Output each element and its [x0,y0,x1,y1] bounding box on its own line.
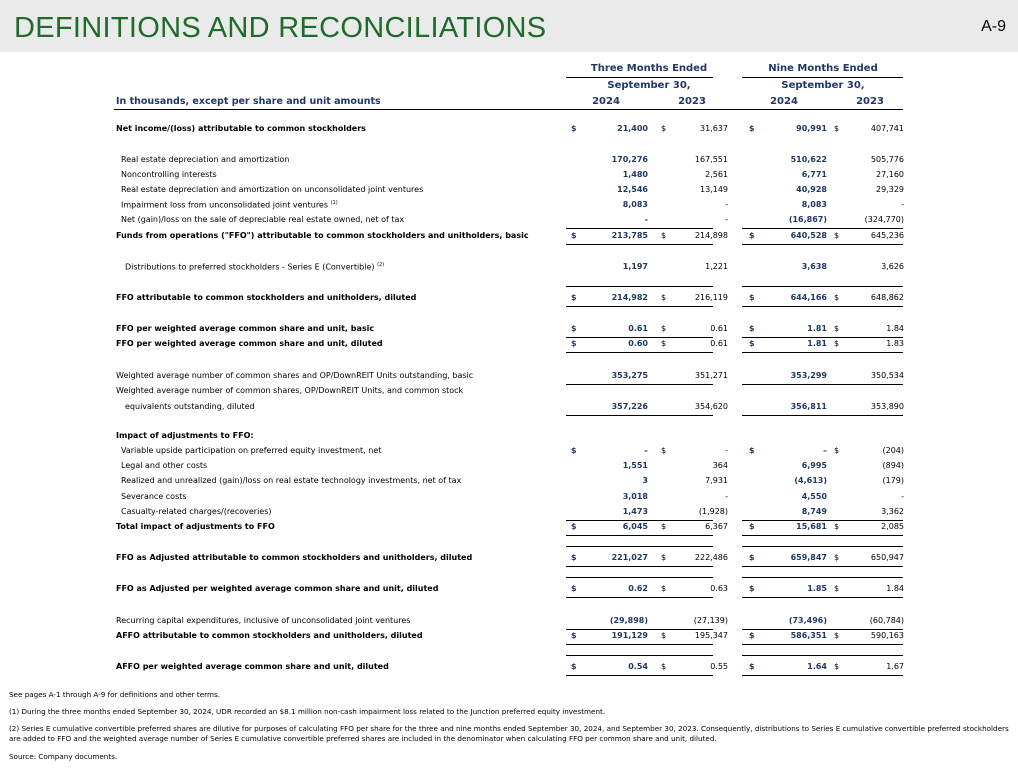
dollar-sign: $ [571,231,577,240]
value-cell: - [725,492,728,501]
subtotal-rule [566,384,713,385]
value-cell: - [644,215,648,224]
table-row [0,155,1018,167]
value-cell: 1.81 [807,339,827,348]
table-row [0,507,1018,519]
row-label-text: Distributions to preferred stockholders - Series E (Convertible) [125,262,375,272]
total-rule [566,306,713,307]
total-rule [742,535,903,536]
dollar-sign: $ [571,631,577,640]
subtotal-rule [742,655,903,656]
row-label: Casualty-related charges/(recoveries) [121,507,272,516]
value-cell: 3,626 [881,262,904,271]
value-cell: 1.81 [807,324,827,333]
subtotal-rule [566,577,713,578]
table-row [0,170,1018,182]
value-cell: 590,163 [870,631,904,640]
total-rule [742,597,903,598]
dollar-sign: $ [661,522,667,531]
value-cell: 2,561 [705,170,728,179]
value-cell: (16,867) [788,215,827,224]
total-rule [742,306,903,307]
value-cell: 1.83 [886,339,904,348]
dollar-sign: $ [834,553,840,562]
value-cell: 213,785 [611,231,648,240]
value-cell: 353,890 [870,402,904,411]
table-row [0,231,1018,243]
dollar-sign: $ [661,553,667,562]
value-cell: 1.85 [807,584,827,593]
value-cell: 4,550 [801,492,827,501]
table-row [0,371,1018,383]
subtotal-rule [742,629,903,630]
row-label: Recurring capital expenditures, inclusive of unconsolidated joint ventures [116,616,411,625]
row-label: Net income/(loss) attributable to common stockholders [116,124,366,133]
subtotal-rule [742,244,903,245]
three-months-header: Three Months Ended [590,63,708,74]
dollar-sign: $ [834,631,840,640]
row-label: Severance costs [121,492,187,501]
value-cell: 3,638 [801,262,827,271]
page-title: DEFINITIONS AND RECONCILIATIONS [14,12,547,44]
table-row [0,339,1018,351]
value-cell: 640,528 [790,231,827,240]
dollar-sign: $ [661,293,667,302]
row-label: FFO attributable to common stockholders and unitholders, diluted [116,293,417,302]
units-label: In thousands, except per share and unit amounts [116,96,381,107]
dollar-sign: $ [661,662,667,671]
nine-months-header: Nine Months Ended [768,63,878,74]
value-cell: (179) [882,476,904,485]
row-label: Real estate depreciation and amortization [121,155,290,164]
value-cell: 12,546 [617,185,648,194]
value-cell: 659,847 [790,553,827,562]
dollar-sign: $ [834,522,840,531]
value-cell: 170,276 [611,155,648,164]
page-number: A-9 [981,18,1006,35]
year-col-2: 2023 [678,96,706,107]
table-row [0,386,1018,398]
table-row [0,662,1018,674]
dollar-sign: $ [834,584,840,593]
row-label [125,262,384,272]
footnote-ref: (1) [330,200,338,206]
value-cell: 8,749 [801,507,827,516]
row-label: Variable upside participation on preferred equity investment, net [121,446,382,455]
value-cell: 356,811 [790,402,827,411]
table-row [0,446,1018,458]
row-label: FFO per weighted average common share and unit, basic [116,324,375,333]
subtotal-rule [566,228,713,229]
value-cell: 6,995 [801,461,827,470]
value-cell: 1,551 [622,461,648,470]
value-cell: 0.61 [628,324,648,333]
year-col-1: 2024 [592,96,620,107]
value-cell: 167,551 [694,155,728,164]
value-cell: 8,083 [622,200,648,209]
value-cell: 1.84 [886,324,904,333]
value-cell: 0.54 [628,662,648,671]
row-label: FFO as Adjusted per weighted average common share and unit, diluted [116,584,439,593]
value-cell: 407,741 [870,124,904,133]
row-label: AFFO attributable to common stockholders and unitholders, diluted [116,631,423,640]
value-cell: 357,226 [611,402,648,411]
dollar-sign: $ [834,662,840,671]
dollar-sign: $ [749,584,755,593]
value-cell: 2,085 [881,522,904,531]
value-cell: 216,119 [694,293,728,302]
value-cell: 6,045 [622,522,648,531]
row-label [121,200,338,210]
value-cell: (27,139) [693,616,728,625]
value-cell: 510,622 [790,155,827,164]
value-cell: 195,347 [694,631,728,640]
value-cell: 353,299 [790,371,827,380]
section-heading [0,431,1018,443]
value-cell: 15,681 [796,522,827,531]
value-cell: 0.61 [710,324,728,333]
total-rule [742,566,903,567]
dollar-sign: $ [661,631,667,640]
total-rule [566,352,713,353]
dollar-sign: $ [571,662,577,671]
subtotal-rule [566,520,713,521]
total-rule [566,644,713,645]
table-row [0,402,1018,414]
dollar-sign: $ [749,124,755,133]
table-row [0,553,1018,565]
subtotal-rule [566,629,713,630]
value-cell: 1,473 [622,507,648,516]
source-note: Source: Company documents. [9,752,118,761]
dollar-sign: $ [834,231,840,240]
value-cell: - [725,215,728,224]
dollar-sign: $ [661,584,667,593]
dollar-sign: $ [834,293,840,302]
table-row [0,262,1018,274]
subtotal-rule [742,577,903,578]
value-cell: – [823,446,827,455]
value-cell: 3,018 [622,492,648,501]
value-cell: 3 [642,476,648,485]
value-cell: - [725,446,728,455]
dollar-sign: $ [749,662,755,671]
row-label: Funds from operations ("FFO") attributable to common stockholders and unitholders, basic [116,231,529,240]
value-cell: 29,329 [876,185,904,194]
value-cell: (73,496) [788,616,827,625]
value-cell: 214,982 [611,293,648,302]
total-rule [742,675,903,676]
dollar-sign: $ [749,231,755,240]
dollar-sign: $ [749,631,755,640]
row-label: Weighted average number of common shares, OP/DownREIT Units, and common stock [116,386,464,395]
year-col-4: 2023 [856,96,884,107]
subtotal-rule [566,415,713,416]
value-cell: 350,534 [870,371,904,380]
table-row [0,492,1018,504]
dollar-sign: $ [749,446,755,455]
value-cell: 6,367 [705,522,728,531]
value-cell: 0.60 [628,339,648,348]
row-label: Impact of adjustments to FFO: [116,431,254,440]
total-rule [566,566,713,567]
value-cell: 8,083 [801,200,827,209]
year-col-3: 2024 [770,96,798,107]
dollar-sign: $ [834,446,840,455]
value-cell: (29,898) [609,616,648,625]
dollar-sign: $ [661,446,667,455]
row-label: Net (gain)/loss on the sale of depreciable real estate owned, net of tax [121,215,405,224]
footnote-definitions: See pages A-1 through A-9 for definitions and other terms. [9,690,220,699]
dollar-sign: $ [749,293,755,302]
value-cell: (204) [882,446,904,455]
value-cell: 1,480 [622,170,648,179]
dollar-sign: $ [834,339,840,348]
table-row [0,616,1018,628]
value-cell: 650,947 [870,553,904,562]
value-cell: 645,236 [870,231,904,240]
value-cell: – [644,446,648,455]
value-cell: (1,928) [698,507,728,516]
subtotal-rule [566,546,713,547]
value-cell: 214,898 [694,231,728,240]
value-cell: 0.55 [710,662,728,671]
table-row [0,584,1018,596]
subtotal-rule [566,337,713,338]
dollar-sign: $ [749,324,755,333]
header-bottom-rule [114,109,903,110]
value-cell: 586,351 [790,631,827,640]
row-label-continued: equivalents outstanding, diluted [125,402,255,411]
dollar-sign: $ [571,553,577,562]
row-label: Real estate depreciation and amortization on unconsolidated joint ventures [121,185,424,194]
dollar-sign: $ [661,124,667,133]
table-row [0,215,1018,227]
row-label: Noncontrolling interests [121,170,217,179]
value-cell: 222,486 [694,553,728,562]
value-cell: 648,862 [870,293,904,302]
total-rule [566,535,713,536]
dollar-sign: $ [749,339,755,348]
value-cell: (60,784) [869,616,904,625]
subtotal-rule [566,286,713,287]
row-label: Weighted average number of common shares and OP/DownREIT Units outstanding, basic [116,371,474,380]
value-cell: (894) [882,461,904,470]
table-row [0,293,1018,305]
dollar-sign: $ [661,231,667,240]
dollar-sign: $ [571,339,577,348]
row-label: Realized and unrealized (gain)/loss on real estate technology investments, net of tax [121,476,462,485]
value-cell: 27,160 [876,170,904,179]
subtotal-rule [742,384,903,385]
nine-months-subheader: September 30, [781,80,865,91]
value-cell: 1,221 [705,262,728,271]
value-cell: 0.62 [628,584,648,593]
dollar-sign: $ [571,293,577,302]
dollar-sign: $ [571,124,577,133]
value-cell: 351,271 [694,371,728,380]
dollar-sign: $ [571,584,577,593]
row-label: FFO as Adjusted attributable to common stockholders and unitholders, diluted [116,553,473,562]
table-row [0,200,1018,212]
subtotal-rule [742,415,903,416]
dollar-sign: $ [571,446,577,455]
value-cell: 191,129 [611,631,648,640]
total-rule [742,352,903,353]
footnote-1: (1) During the three months ended September 30, 2024, UDR recorded an $8.1 million non-cash impairment loss related to the Junction preferred equity investment. [9,707,606,716]
row-label-text: Impairment loss from unconsolidated joint ventures [121,200,329,210]
subtotal-rule [742,520,903,521]
value-cell: 0.63 [710,584,728,593]
value-cell: 0.61 [710,339,728,348]
value-cell: 21,400 [617,124,648,133]
table-row [0,185,1018,197]
dollar-sign: $ [661,324,667,333]
footnote-2: (2) Series E cumulative convertible preferred shares are dilutive for purposes of calculating FFO per share for the three and nine months ended September 30, 2024, and September 30, 2023. Consequently, distributions to Series E cumulative convertible preferred stockholders are added to FFO and the weighted average number of Series E cumulative convertible preferred shares are included in the denominator when calculating FFO per common share and unit, diluted. [9,724,1009,743]
footnote-ref: (2) [377,262,385,268]
dollar-sign: $ [834,124,840,133]
value-cell: 31,637 [700,124,728,133]
subtotal-rule [742,546,903,547]
subtotal-rule [742,286,903,287]
table-row [0,522,1018,534]
dollar-sign: $ [834,324,840,333]
value-cell: 644,166 [790,293,827,302]
subtotal-rule [742,337,903,338]
row-label: AFFO per weighted average common share and unit, diluted [116,662,389,671]
value-cell: 1,197 [622,262,648,271]
dollar-sign: $ [571,522,577,531]
row-label: FFO per weighted average common share and unit, diluted [116,339,383,348]
table-row [0,461,1018,473]
value-cell: 40,928 [796,185,827,194]
value-cell: - [901,200,904,209]
group1-rule [566,77,713,78]
table-row [0,324,1018,336]
row-label: Total impact of adjustments to FFO [116,522,275,531]
value-cell: 13,149 [700,185,728,194]
total-rule [566,675,713,676]
value-cell: 221,027 [611,553,648,562]
value-cell: 364 [712,461,728,470]
value-cell: 90,991 [796,124,827,133]
value-cell: (324,770) [864,215,904,224]
value-cell: 3,362 [881,507,904,516]
subtotal-rule [566,655,713,656]
dollar-sign: $ [749,553,755,562]
value-cell: - [725,200,728,209]
value-cell: 354,620 [694,402,728,411]
table-row [0,476,1018,488]
value-cell: 1.67 [886,662,904,671]
value-cell: 6,771 [801,170,827,179]
three-months-subheader: September 30, [607,80,691,91]
row-label: Legal and other costs [121,461,208,470]
page-header [0,0,1018,52]
total-rule [566,597,713,598]
value-cell: (4,613) [794,476,827,485]
value-cell: - [901,492,904,501]
dollar-sign: $ [571,324,577,333]
group2-rule [742,77,903,78]
value-cell: 1.64 [807,662,827,671]
dollar-sign: $ [749,522,755,531]
total-rule [742,644,903,645]
value-cell: 505,776 [870,155,904,164]
table-row [0,124,1018,136]
value-cell: 353,275 [611,371,648,380]
value-cell: 7,931 [705,476,728,485]
dollar-sign: $ [661,339,667,348]
subtotal-rule [742,228,903,229]
value-cell: 1.84 [886,584,904,593]
subtotal-rule [566,244,713,245]
table-row [0,631,1018,643]
